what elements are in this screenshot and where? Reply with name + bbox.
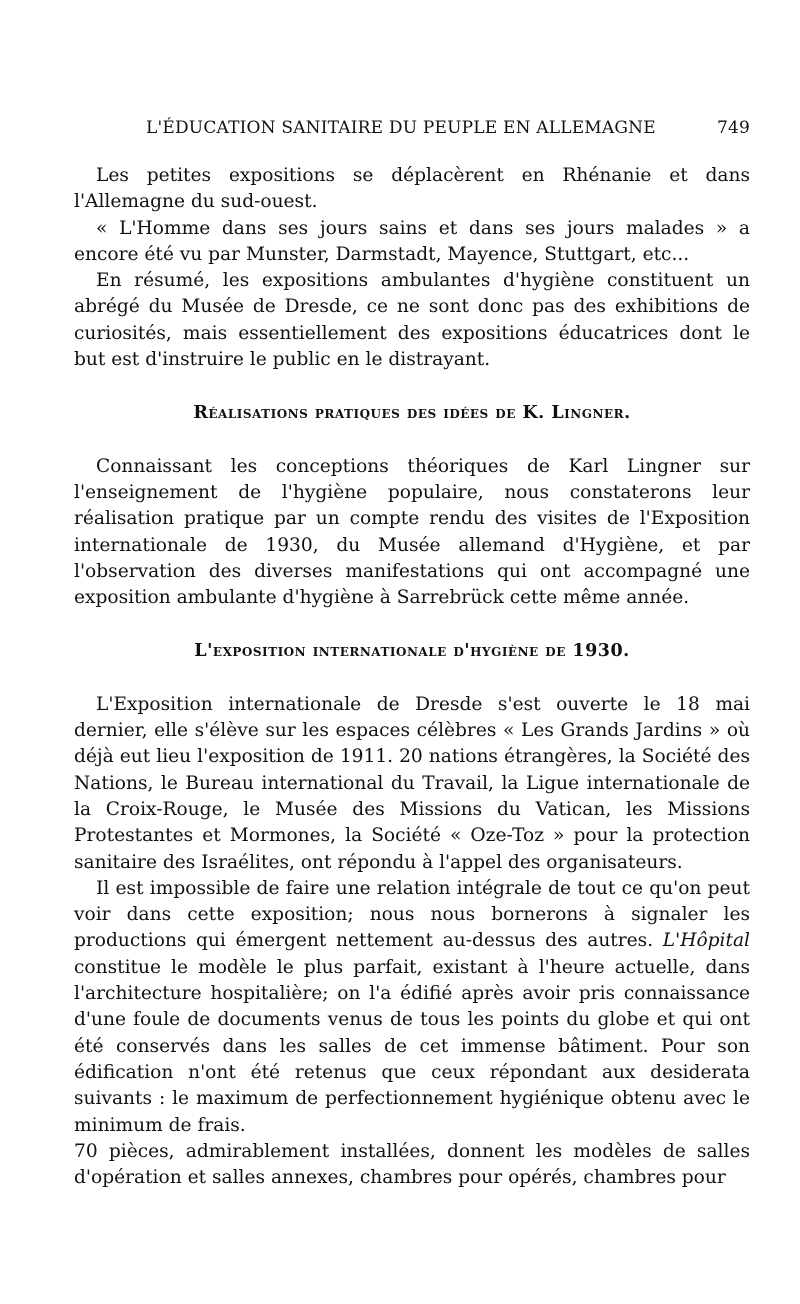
paragraph-2: « L'Homme dans ses jours sains et dans ses jours malades » a encore été vu par Munster, Darmstadt, Mayence, Stuttgart, etc... bbox=[74, 217, 750, 265]
paragraph-4: Connaissant les conceptions théoriques de Karl Lingner sur l'enseignement de l'hygiène populaire, nous constaterons leur réalisation pratique par un compte rendu des visites de l'Exposition internationale de 1930, du Musée allemand d'Hygiène, et par l'observation des diverses manifestations qui ont accompagné une exposition ambulante d'hygiène à Sarrebrück cette même année. bbox=[74, 455, 750, 609]
paragraph-6-part-b: constitue le modèle le plus parfait, existant à l'heure actuelle, dans l'architecture hospitalière; on l'a édifié après avoir pris connaissance d'une foule de documents venus de tous les points du globe et qui ont été conservés dans les salles de cet immense bâtiment. Pour son édification n'ont été retenus que ceux répondant aux desiderata suivants : le maximum de perfectionnement hygiénique obtenu avec le minimum de frais. bbox=[74, 956, 750, 1136]
running-header bbox=[146, 118, 750, 138]
running-title: L'ÉDUCATION SANITAIRE DU PEUPLE EN ALLEMAGNE bbox=[146, 118, 656, 138]
paragraph-1: Les petites expositions se déplacèrent en Rhénanie et dans l'Allemagne du sud-ouest. bbox=[74, 165, 750, 213]
paragraph-5: L'Exposition internationale de Dresde s'est ouverte le 18 mai dernier, elle s'élève sur les espaces célèbres « Les Grands Jardins » où déjà eut lieu l'exposition de 1911. 20 nations étrangères, la Société des Nations, le Bureau international du Travail, la Ligue internationale de la Croix-Rouge, le Musée des Missions du Vatican, les Missions Protestantes et Mormones, la Société « Oze-Toz » pour la protection sanitaire des Israélites, ont répondu à l'appel des organisateurs. bbox=[74, 693, 750, 873]
body-text bbox=[74, 163, 750, 1191]
hopital-title: L'Hôpital bbox=[662, 930, 750, 952]
paragraph-6-part-a: Il est impossible de faire une relation intégrale de tout ce qu'on peut voir dans cette exposition; nous nous bornerons à signaler les productions qui émergent nettement au-dessus des autres. bbox=[74, 877, 750, 952]
paragraph-3: En résumé, les expositions ambulantes d'hygiène constituent un abrégé du Musée de Dresde, ce ne sont donc pas des exhibitions de curiosités, mais essentiellement des expositions éducatrices dont le but est d'instruire le public en le distrayant. bbox=[74, 270, 750, 371]
page-number: 749 bbox=[716, 118, 750, 138]
section-heading-exposition-1930: L'exposition internationale d'hygiène de 1930. bbox=[194, 641, 630, 662]
paragraph-6 bbox=[74, 876, 750, 1139]
section-heading-realisations: Réalisations pratiques des idées de K. Lingner. bbox=[193, 403, 631, 424]
paragraph-7: 70 pièces, admirablement installées, donnent les modèles de salles d'opération et salles annexes, chambres pour opérés, chambres pour bbox=[74, 1140, 750, 1189]
